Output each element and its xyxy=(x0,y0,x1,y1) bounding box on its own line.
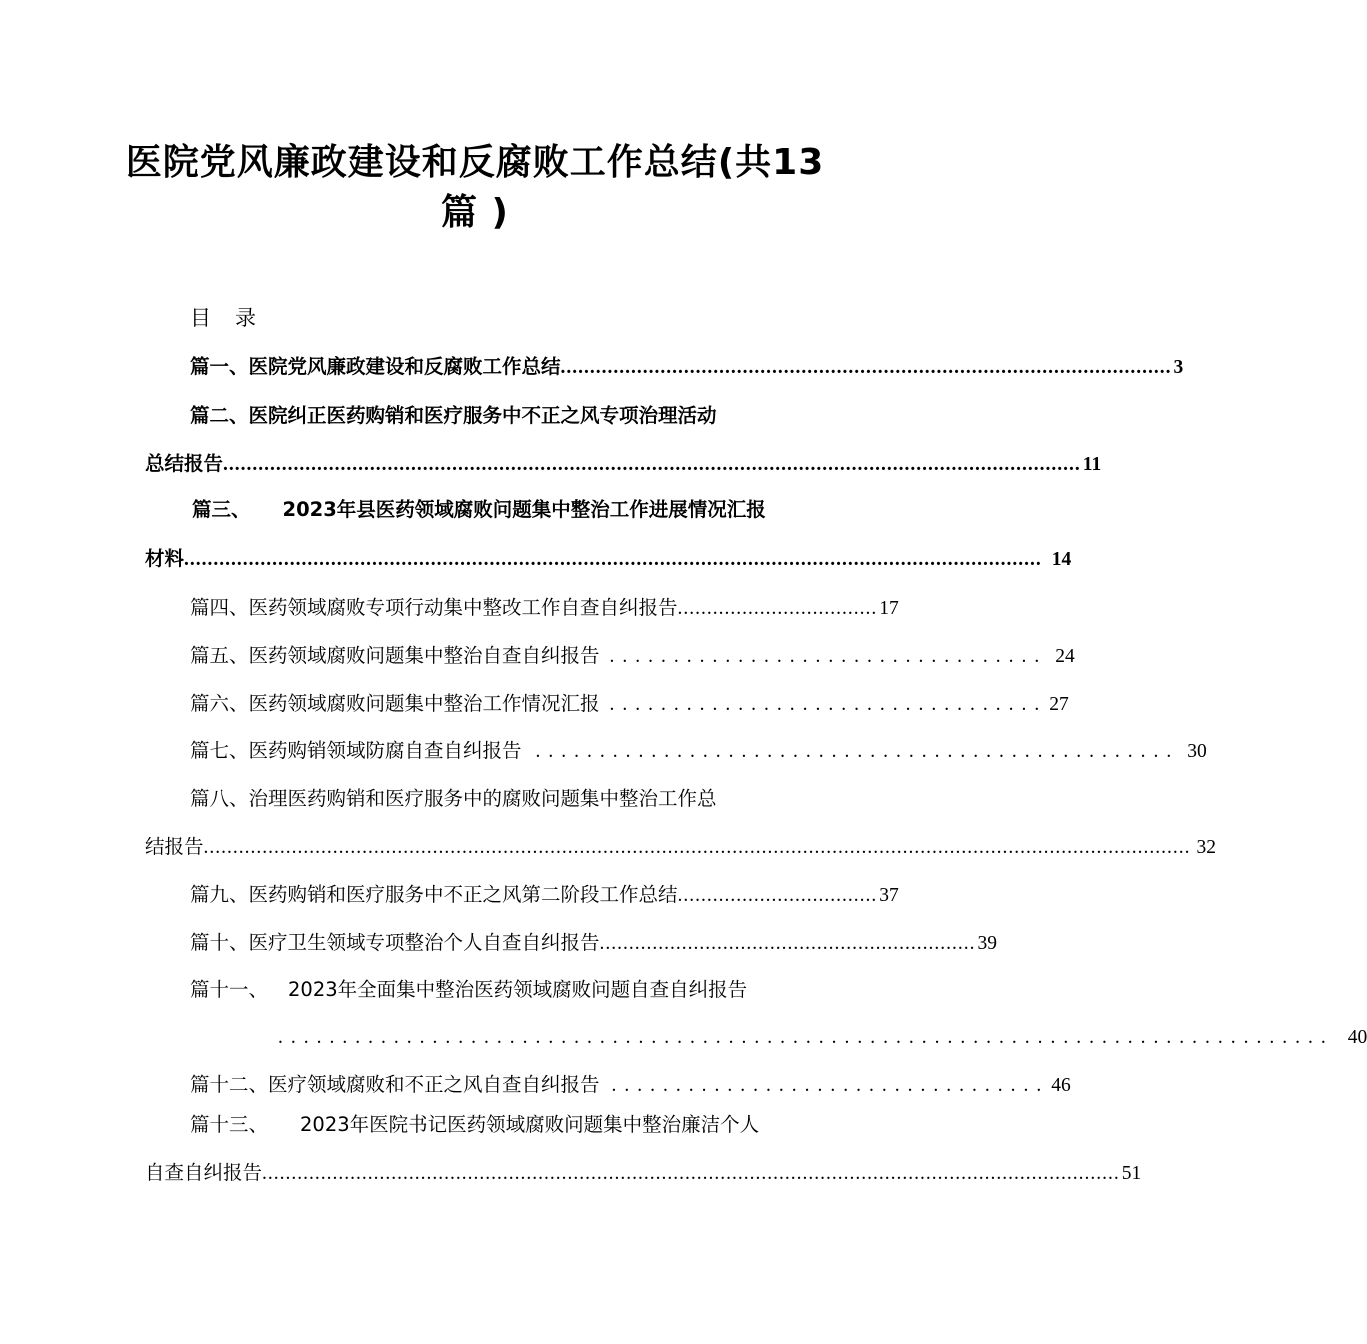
toc-leader: ................................................................ xyxy=(599,933,976,954)
toc-entry-5[interactable] xyxy=(190,642,1075,671)
toc-page-number: 14 xyxy=(1051,549,1072,570)
toc-entry-label: 篇二、 xyxy=(190,404,249,427)
toc-entry-9[interactable] xyxy=(190,881,899,910)
toc-entry-10[interactable] xyxy=(190,929,998,958)
toc-page-number: 24 xyxy=(1055,646,1075,667)
toc-page-number: 46 xyxy=(1051,1075,1071,1096)
toc-entry-title: 医院纠正医药购销和医疗服务中不正之风专项治理活动 xyxy=(248,404,717,427)
toc-entry-title: 2023年县医药领域腐败问题集中整治工作进展情况汇报 xyxy=(282,498,766,521)
toc-entry-title-cont: 结报告 xyxy=(145,835,204,858)
toc-entry-label: 篇七、 xyxy=(190,739,249,762)
toc-entry-title: 医疗卫生领域专项整治个人自查自纠报告 xyxy=(248,931,600,954)
title-line-2: 篇 ) xyxy=(441,192,509,233)
toc-entry-3-line-1[interactable] xyxy=(192,496,812,524)
toc-entry-8-line-2[interactable] xyxy=(145,833,1217,862)
toc-entry-title: 2023年医院书记医药领域腐败问题集中整治廉洁个人 xyxy=(300,1113,760,1136)
toc-entry-title: 医药领域腐败专项行动集中整改工作自查自纠报告 xyxy=(248,596,678,619)
document-title xyxy=(120,138,830,238)
toc-entry-label: 篇五、 xyxy=(190,644,249,667)
toc-entry-label: 篇四、 xyxy=(190,596,249,619)
toc-entry-title: 2023年全面集中整治医药领域腐败问题自查自纠报告 xyxy=(288,978,748,1001)
toc-entry-title: 医疗领域腐败和不正之风自查自纠报告 xyxy=(268,1073,600,1096)
toc-entry-11-line-2[interactable] xyxy=(278,1024,1367,1052)
toc-leader: .................................. xyxy=(677,598,878,619)
toc-entry-label: 篇十二、 xyxy=(190,1073,269,1096)
toc-leader: .................................................................................. xyxy=(278,1027,1334,1048)
toc-leader: .................................. xyxy=(609,694,1048,715)
toc-page-number: 11 xyxy=(1082,454,1102,475)
toc-entry-label: 篇三、 xyxy=(192,498,251,521)
toc-leader: ........................................................................................................................................................................ xyxy=(203,837,1191,858)
toc-page-number: 3 xyxy=(1173,357,1184,378)
toc-entry-7[interactable] xyxy=(190,737,1207,766)
toc-entry-2-line-1[interactable] xyxy=(190,402,800,430)
toc-leader: .................................. xyxy=(609,646,1048,667)
toc-entry-3-line-2[interactable] xyxy=(145,545,1072,574)
toc-entry-label: 篇六、 xyxy=(190,692,249,715)
toc-entry-label: 篇十一、 xyxy=(190,978,269,1001)
toc-entry-11-line-1[interactable] xyxy=(190,976,810,1004)
toc-entry-4[interactable] xyxy=(190,594,899,623)
toc-entry-title-cont: 自查自纠报告 xyxy=(145,1161,263,1184)
title-line-1: 医院党风廉政建设和反腐败工作总结(共13 xyxy=(125,142,825,183)
toc-leader: .................................. xyxy=(611,1075,1050,1096)
toc-entry-label: 篇八、 xyxy=(190,787,249,810)
toc-entry-6[interactable] xyxy=(190,690,1069,719)
toc-entry-13-line-2[interactable] xyxy=(145,1159,1142,1188)
toc-leader: .................................................. xyxy=(535,741,1180,762)
toc-entry-title-cont: 总结报告 xyxy=(145,452,224,475)
toc-entry-label: 篇一、 xyxy=(190,355,249,378)
toc-entry-title: 医药购销领域防腐自查自纠报告 xyxy=(248,739,522,762)
toc-page-number: 39 xyxy=(977,933,998,954)
toc-page-number: 30 xyxy=(1187,741,1207,762)
toc-entry-title: 医药领域腐败问题集中整治工作情况汇报 xyxy=(248,692,600,715)
toc-entry-12[interactable] xyxy=(190,1071,1071,1100)
toc-page-number: 27 xyxy=(1049,694,1069,715)
toc-page-number: 40 xyxy=(1347,1027,1367,1048)
toc-leader: ........................................................................................................ xyxy=(560,357,1172,378)
toc-entry-2-line-2[interactable] xyxy=(145,450,1102,479)
toc-entry-title: 治理医药购销和医疗服务中的腐败问题集中整治工作总 xyxy=(248,787,717,810)
toc-entry-8-line-1[interactable] xyxy=(190,785,805,813)
toc-entry-title: 医院党风廉政建设和反腐败工作总结 xyxy=(248,355,561,378)
toc-entry-title: 医药购销和医疗服务中不正之风第二阶段工作总结 xyxy=(248,883,678,906)
toc-entry-label: 篇九、 xyxy=(190,883,249,906)
toc-page-number: 17 xyxy=(879,598,899,619)
toc-entry-label: 篇十三、 xyxy=(190,1113,269,1136)
toc-leader: .................................................................................................................................................. xyxy=(262,1163,1120,1184)
toc-leader: .................................................................................................................................................. xyxy=(184,549,1042,570)
toc-entry-title: 医药领域腐败问题集中整治自查自纠报告 xyxy=(248,644,600,667)
toc-leader: .................................................................................................................................................. xyxy=(223,454,1081,475)
toc-entry-title-cont: 材料 xyxy=(145,547,185,570)
toc-heading: 目录 xyxy=(190,306,280,330)
toc-entry-label: 篇十、 xyxy=(190,931,249,954)
toc-page-number: 32 xyxy=(1196,837,1217,858)
toc-entry-13-line-1[interactable] xyxy=(190,1111,810,1139)
toc-leader: .................................. xyxy=(677,885,878,906)
toc-page-number: 51 xyxy=(1121,1163,1142,1184)
toc-entry-1[interactable] xyxy=(190,353,1184,382)
toc-page-number: 37 xyxy=(879,885,899,906)
